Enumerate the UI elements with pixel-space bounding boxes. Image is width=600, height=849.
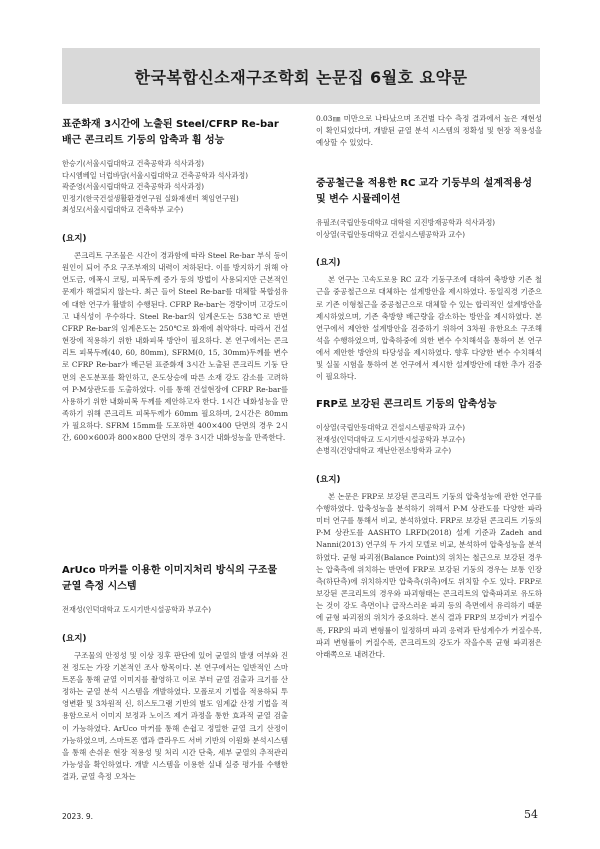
abstract-text: 본 논문은 FRP로 보강된 콘크리트 기둥의 압축성능에 관한 연구를 수행하였다. 압축성능을 분석하기 위해서 P-M 상관도를 다양한 파라미터 연구를 통해서 비교, 분석하였다. FRP로 보강된 콘크리트 기둥의 P-M 상관도를 AASHTO LRFD(2018) 설계 기준과 Zadeh and Nanni(2013) 연구의 두 가지 모델로 비교, 분석하여 압축성능을 분석하였다. 균형 파괴점(Balance Point)의 위치는 철근으로 보강된 경우는 압축측에 위치하는 반면에 FRP로 보강된 기둥의 경우는 보통 인장측(하단측)에 위치하지만 압축측(위측)에도 위치할 수도 있다. FRP로 보강된 콘크리트의 경우와 파괴형태는 콘크리트의 압축파괴로 유도하는 것이 강도 측면이나 급작스러운 파괴 등의 측면에서 유리하기 때문에 균형 파괴점의 위치가 중요하다. 본식 결과 FRP의 보강비가 커질수록, FRP의 파괴 변형률이 일정하며 파괴 응력과 탄성계수가 커질수록, 파괴 변형률이 커질수록, 콘크리트의 강도가 작을수록 균형 파괴점은 아래쪽으로 내려간다.: [316, 491, 542, 659]
author-line: 민정기(한국건설생활환경연구원 실화재센터 책임연구원): [62, 193, 239, 203]
abstract-continuation: [316, 113, 542, 149]
author-list: [316, 217, 542, 240]
article-title: 중공철근을 적용한 RC 교각 기둥부의 설계적용성 및 변수 시뮬레이션: [316, 178, 532, 205]
issue-date: 2023. 9.: [62, 812, 94, 821]
summary-heading: (요지): [316, 474, 341, 485]
author-line: 곽준영(서울시립대학교 건축공학과 석사과정): [62, 182, 205, 192]
page-number: 54: [524, 808, 538, 821]
article-frp-confined-columns: [316, 397, 542, 661]
article-title: FRP로 보강된 콘크리트 기둥의 압축성능: [316, 399, 497, 410]
author-line: 손병직(건양대학교 재난안전소방학과 교수): [316, 446, 452, 456]
author-line: 이상열(국립안동대학교 건설시스템공학과 교수): [316, 423, 466, 432]
author-line: 이상열(국립안동대학교 건설시스템공학과 교수): [316, 229, 466, 239]
article-title: ArUco 마커를 이용한 이미지처리 방식의 구조물 균열 측정 시스템: [62, 565, 278, 592]
author-line: 전재성(인덕대학교 도시기반시설공학과 부교수): [62, 605, 212, 614]
author-list: [62, 158, 288, 216]
summary-heading: (요지): [316, 258, 341, 269]
article-aruco-crack-measurement: [62, 563, 288, 783]
summary-heading: (요지): [62, 633, 87, 644]
author-line: 다시엠베일 너럽바담(서울시립대학교 건축공학과 석사과정): [62, 170, 249, 180]
author-line: 한승기(서울시립대학교 건축공학과 석사과정): [62, 159, 205, 168]
journal-header-banner: [62, 48, 540, 104]
author-list: [316, 422, 542, 457]
author-line: 유필조(국립안동대학교 대학원 지진방재공학과 석사과정): [316, 218, 496, 227]
journal-title: 한국복합신소재구조학회 논문집 6월호 요약문: [134, 67, 468, 87]
article-title: 표준화재 3시간에 노출된 Steel/CFRP Re-bar 배근 콘크리트 기둥의 압축과 휨 성능: [62, 119, 279, 146]
summary-heading: (요지): [62, 233, 87, 244]
author-list: [62, 604, 288, 616]
abstract-text: 0.03㎜ 미만으로 나타났으며 조건별 다수 측정 결과에서 높은 재현성이 확인되었다며, 개발된 균열 분석 시스템의 정확성 및 현장 적용성을 예상할 수 있었다.: [316, 114, 542, 148]
article-hollow-rebar-pier: [316, 176, 542, 384]
abstract-text: 구조물의 안정성 및 이상 징후 판단에 있어 균열의 발생 여부와 진전 정도는 가장 기본적인 조사 항목이다. 본 연구에서는 일반적인 스마트폰을 통해 균열 이미지를 촬영하고 이로 부터 균열 검출과 크기를 산정하는 균열 분석 시스템을 개발하였다. 모폴로지 기법을 적용하되 투영변환 및 3차원적 신, 히스토그램 기반의 별도 임계값 산정 기법을 적용함으로서 이미지 보정과 노이즈 제거 과정을 통한 효과적 균열 검출이 가능하였다. ArUco 마커를 통해 손쉽고 정밀한 균열 크기 산정이 가능하였으며, 스마트폰 앱과 클라우드 서버 기반의 이원화 분석시스템을 통해 손쉬운 현장 적용성 및 처리 시간 단축, 세부 균열의 추적관리 가능성을 확인하였다. 개발 시스템을 이용한 실내 실증 평가를 수행한 결과, 균열 측정 오차는: [62, 650, 288, 782]
abstract-text: 본 연구는 고속도로용 RC 교각 기둥구조에 대하여 축방향 기존 철근을 중공철근으로 대체하는 설계방안을 제시하였다. 동일직경 기준으로 기존 이형철근을 중공철근으로 대체할 수 있는 합리적인 설계방안을 제시하였으며, 기존 축방향 배근량을 감소하는 방안을 제시하였다. 본 연구에서 제안한 설계방안을 검증하기 위하여 3차원 유한요소 구조해석을 수행하였으며, 압축하중에 의한 변수 수치해석을 통하여 본 연구에서 제안한 방안의 타당성을 제시하였다. 향후 다양한 변수 수치해석 및 실물 시험을 통하여 본 연구에서 제시한 설계방안에 대한 추가 검증이 필요하다.: [316, 275, 542, 382]
article-fire-exposed-columns: [62, 117, 288, 444]
author-line: 최성모(서울시립대학교 건축학부 교수): [62, 205, 184, 215]
author-line: 전재성(인덕대학교 도시기반시설공학과 부교수): [316, 434, 466, 444]
abstract-text: 콘크리트 구조물은 시간이 경과함에 따라 Steel Re-bar 부식 등이 원인이 되어 주요 구조부재의 내력이 저하된다. 이를 방지하기 위해 아연도금, 에폭시 코팅, 피복두께 증가 등의 방법이 사용되지만 근본적인 문제가 해결되지 않는다. 최근 들어 Steel Re-bar를 대체할 복합섬유에 대한 연구가 활발히 수행된다. CFRP Re-bar는 경량이며 고강도이고 내식성이 우수하다. Steel Re-bar의 임계온도는 538℃로 반면 CFRP Re-bar의 임계온도는 250℃로 화재에 취약하다. 따라서 건설현장에 적용하기 위한 내화피복 방안이 필요하다. 본 연구에서는 콘크리트 피복두께(40, 60, 80mm), SFRM(0, 15, 30mm)두께를 변수로 CFRP Re-bar가 배근된 표준화재 3시간 노출된 콘크리트 기둥 단면의 온도분포를 확인하고, 온도상승에 따른 소재 강도 감소를 고려하여 P-M상관도를 도출하였다. 이를 통해 건설현장에 CFRP Re-bar를 사용하기 위한 내화피복 두께를 제안하고자 한다. 1시간 내화성능을 만족하기 위해 콘크리트 피복두께가 60mm 필요하며, 2시간은 80mm가 필요하다. SFRM 15mm를 도포하면 400×400 단면의 경우 2시간, 600×600과 800×800 단면의 경우 3시간 내화성능을 만족한다.: [62, 250, 288, 443]
